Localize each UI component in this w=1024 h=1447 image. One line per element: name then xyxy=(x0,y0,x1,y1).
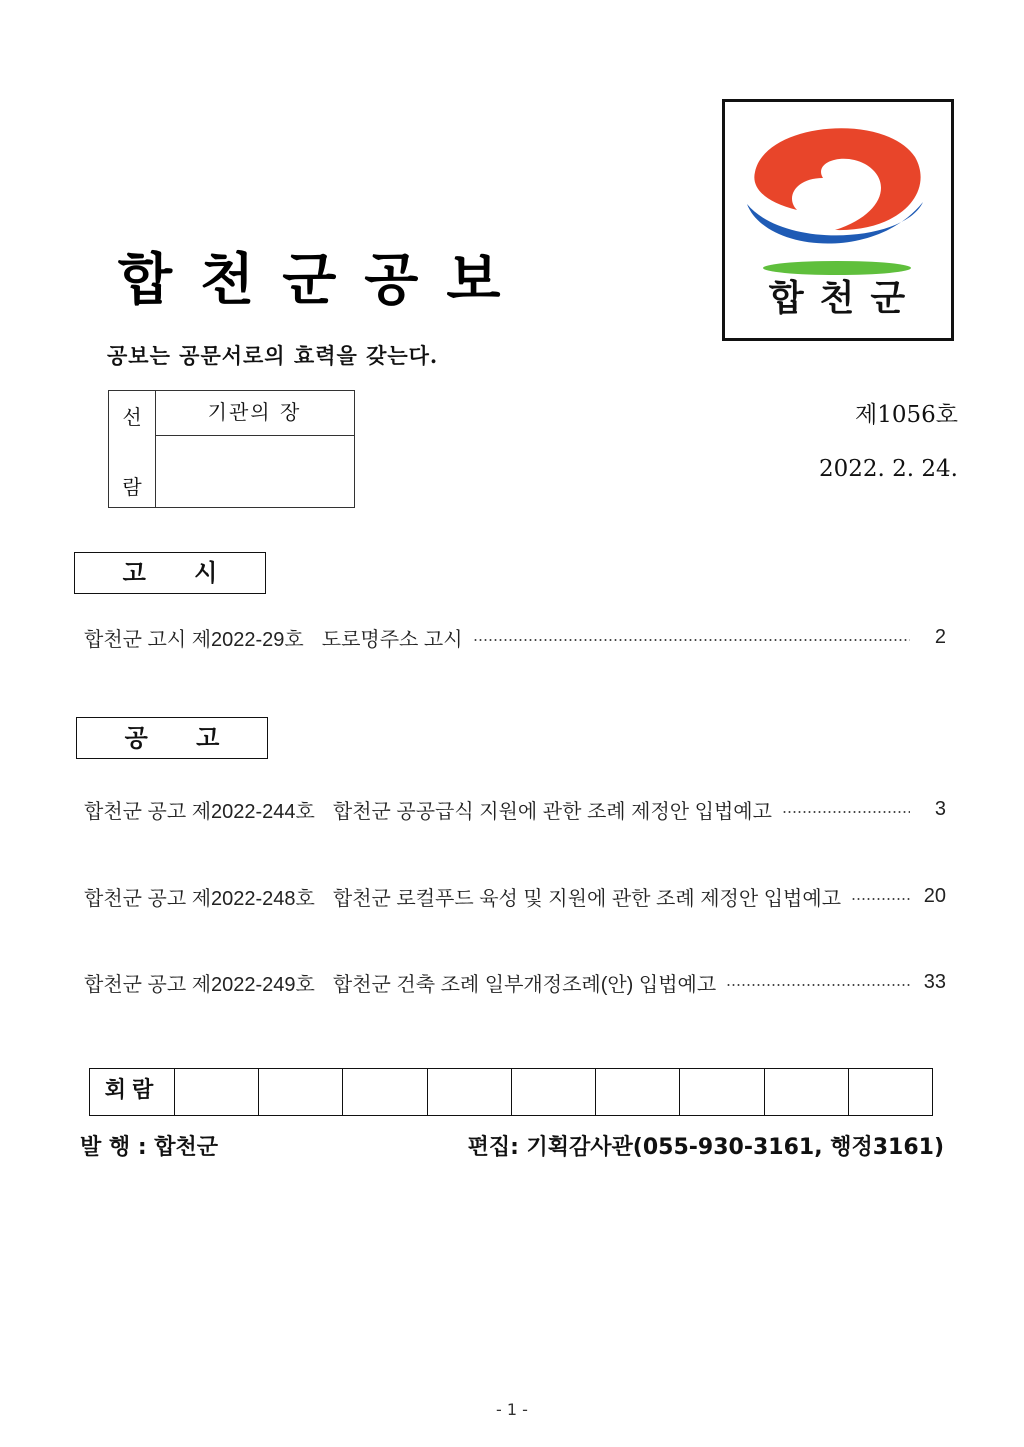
county-logo xyxy=(722,99,954,341)
toc-item-title: 합천군 로컬푸드 육성 및 지원에 관한 조례 제정안 입법예고 xyxy=(332,887,842,910)
approval-label-bottom: 람 xyxy=(122,475,142,499)
toc-item-page: 2 xyxy=(934,625,946,648)
toc-item[interactable] xyxy=(84,794,946,824)
circulation-cell xyxy=(849,1069,932,1115)
toc-item-title: 합천군 건축 조례 일부개정조례(안) 입법예고 xyxy=(332,973,717,996)
toc-item[interactable] xyxy=(84,881,946,911)
toc-leader-dots xyxy=(851,898,910,900)
approval-label-top: 선 xyxy=(122,405,142,429)
toc-item-page: 33 xyxy=(923,970,946,993)
issue-number: 제1056호 xyxy=(855,402,958,428)
toc-item[interactable] xyxy=(84,622,946,652)
page-number: - 1 - xyxy=(496,1400,528,1419)
approval-label-column xyxy=(109,391,156,507)
logo-text: 합천군 xyxy=(768,278,922,319)
issue-date: 2022. 2. 24. xyxy=(819,456,958,482)
page-subtitle: 공보는 공문서로의 효력을 갖는다. xyxy=(107,343,439,368)
circulation-cell xyxy=(596,1069,680,1115)
toc-item[interactable] xyxy=(84,967,946,997)
circulation-cell xyxy=(175,1069,259,1115)
circulation-cell xyxy=(343,1069,427,1115)
circulation-cell xyxy=(765,1069,849,1115)
circulation-cell xyxy=(512,1069,596,1115)
toc-item-page: 3 xyxy=(934,797,946,820)
emblem-red-swirl xyxy=(754,128,920,230)
circulation-label: 회람 xyxy=(90,1069,175,1115)
toc-item-number: 합천군 공고 제2022-249호 xyxy=(84,973,315,996)
toc-item-number: 합천군 공고 제2022-244호 xyxy=(84,800,315,823)
toc-leader-dots xyxy=(782,811,910,813)
approval-header: 기관의 장 xyxy=(155,391,354,436)
toc-item-number: 합천군 공고 제2022-248호 xyxy=(84,887,315,910)
toc-item-number: 합천군 고시 제2022-29호 xyxy=(84,628,304,651)
approval-box xyxy=(108,390,355,508)
section-title-announcement: 공 고 xyxy=(76,717,268,759)
circulation-cell xyxy=(680,1069,764,1115)
circulation-table xyxy=(89,1068,933,1116)
toc-leader-dots xyxy=(726,984,910,986)
toc-item-page: 20 xyxy=(923,884,946,907)
toc-leader-dots xyxy=(473,639,910,641)
toc-item-title: 합천군 공공급식 지원에 관한 조례 제정안 입법예고 xyxy=(332,800,772,823)
circulation-cell xyxy=(259,1069,343,1115)
toc-item-title: 도로명주소 고시 xyxy=(321,628,463,651)
editor-contact: 편집: 기획감사관(055-930-3161, 행정3161) xyxy=(467,1135,944,1160)
page-title: 합천군공보 xyxy=(118,248,529,313)
circulation-cell xyxy=(428,1069,512,1115)
publisher: 발 행 : 합천군 xyxy=(80,1135,219,1160)
section-title-notice: 고 시 xyxy=(74,552,266,594)
